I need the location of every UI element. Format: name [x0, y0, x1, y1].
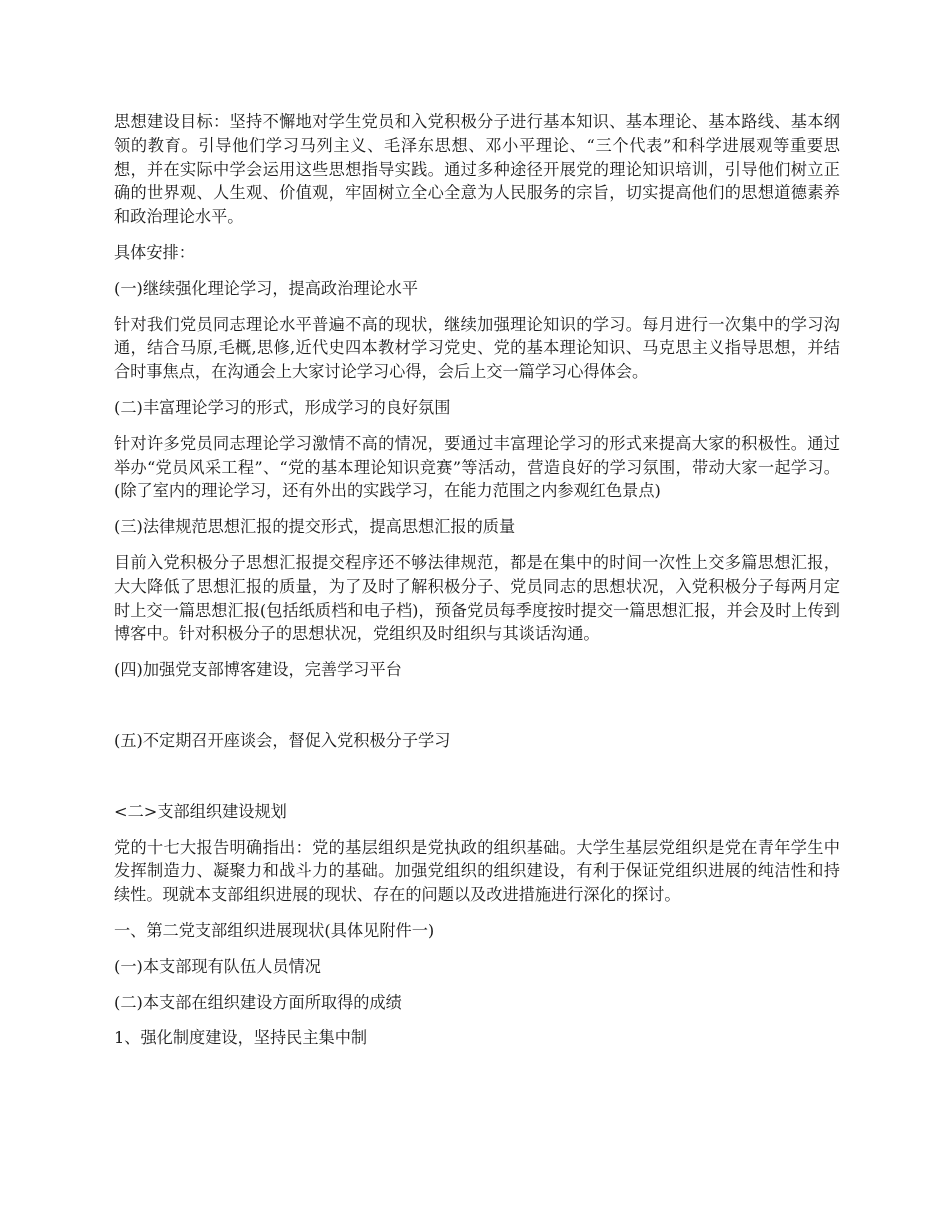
heading-point-1: 1、强化制度建设，坚持民主集中制 [114, 1028, 368, 1048]
paragraph-item-2-body: 针对许多党员同志理论学习激情不高的情况，要通过丰富理论学习的形式来提高大家的积极性。通过举办“党员风采工程”、“党的基本理论知识竞赛”等活动，营造良好的学习氛围，带动大家一起学习。(除了室内的理论学习，还有外出的实践学习，在能力范围之内参观红色景点) [114, 433, 840, 501]
heading-sub-1: (一)本支部现有队伍人员情况 [114, 956, 321, 976]
heading-item-4: (四)加强党支部博客建设，完善学习平台 [114, 660, 402, 680]
heading-sub-2: (二)本支部在组织建设方面所取得的成绩 [114, 992, 402, 1012]
heading-item-1: (一)继续强化理论学习，提高政治理论水平 [114, 278, 419, 298]
heading-part-1: 一、第二党支部组织进展现状(具体见附件一) [114, 920, 435, 940]
section-heading-organization: <二>支部组织建设规划 [114, 801, 287, 821]
paragraph-ideology-goal: 思想建设目标：坚持不懈地对学生党员和入党积极分子进行基本知识、基本理论、基本路线、基本纲领的教育。引导他们学习马列主义、毛泽东思想、邓小平理论、“三个代表”和科学进展观等重要思想，并在实际中学会运用这些思想指导实践。通过多种途径开展党的理论知识培训，引导他们树立正确的世界观、人生观、价值观，牢固树立全心全意为人民服务的宗旨，切实提高他们的思想道德素养和政治理论水平。 [114, 112, 840, 227]
heading-item-5: (五)不定期召开座谈会，督促入党积极分子学习 [114, 730, 451, 750]
heading-item-3: (三)法律规范思想汇报的提交形式，提高思想汇报的质量 [114, 517, 516, 537]
paragraph-organization-intro: 党的十七大报告明确指出：党的基层组织是党执政的组织基础。大学生基层党组织是党在青年学生中发挥制造力、凝聚力和战斗力的基础。加强党组织的组织建设，有利于保证党组织进展的纯洁性和持续性。现就本支部组织进展的现状、存在的问题以及改进措施进行深化的探讨。 [114, 837, 840, 905]
document-body [114, 110, 840, 1062]
paragraph-item-1-body: 针对我们党员同志理论水平普遍不高的现状，继续加强理论知识的学习。每月进行一次集中的学习沟通，结合马原,毛概,思修,近代史四本教材学习党史、党的基本理论知识、马克思主义指导思想，并结合时事焦点，在沟通会上大家讨论学习心得，会后上交一篇学习心得体会。 [114, 314, 840, 382]
heading-item-2: (二)丰富理论学习的形式，形成学习的良好氛围 [114, 397, 451, 417]
paragraph-arrangements-heading: 具体安排： [114, 242, 195, 262]
paragraph-item-3-body: 目前入党积极分子思想汇报提交程序还不够法律规范，都是在集中的时间一次性上交多篇思想汇报，大大降低了思想汇报的质量，为了及时了解积极分子、党员同志的思想状况，入党积极分子每两月定时上交一篇思想汇报(包括纸质档和电子档)，预备党员每季度按时提交一篇思想汇报，并会及时上传到博客中。针对积极分子的思想状况，党组织及时组织与其谈话沟通。 [114, 552, 840, 644]
